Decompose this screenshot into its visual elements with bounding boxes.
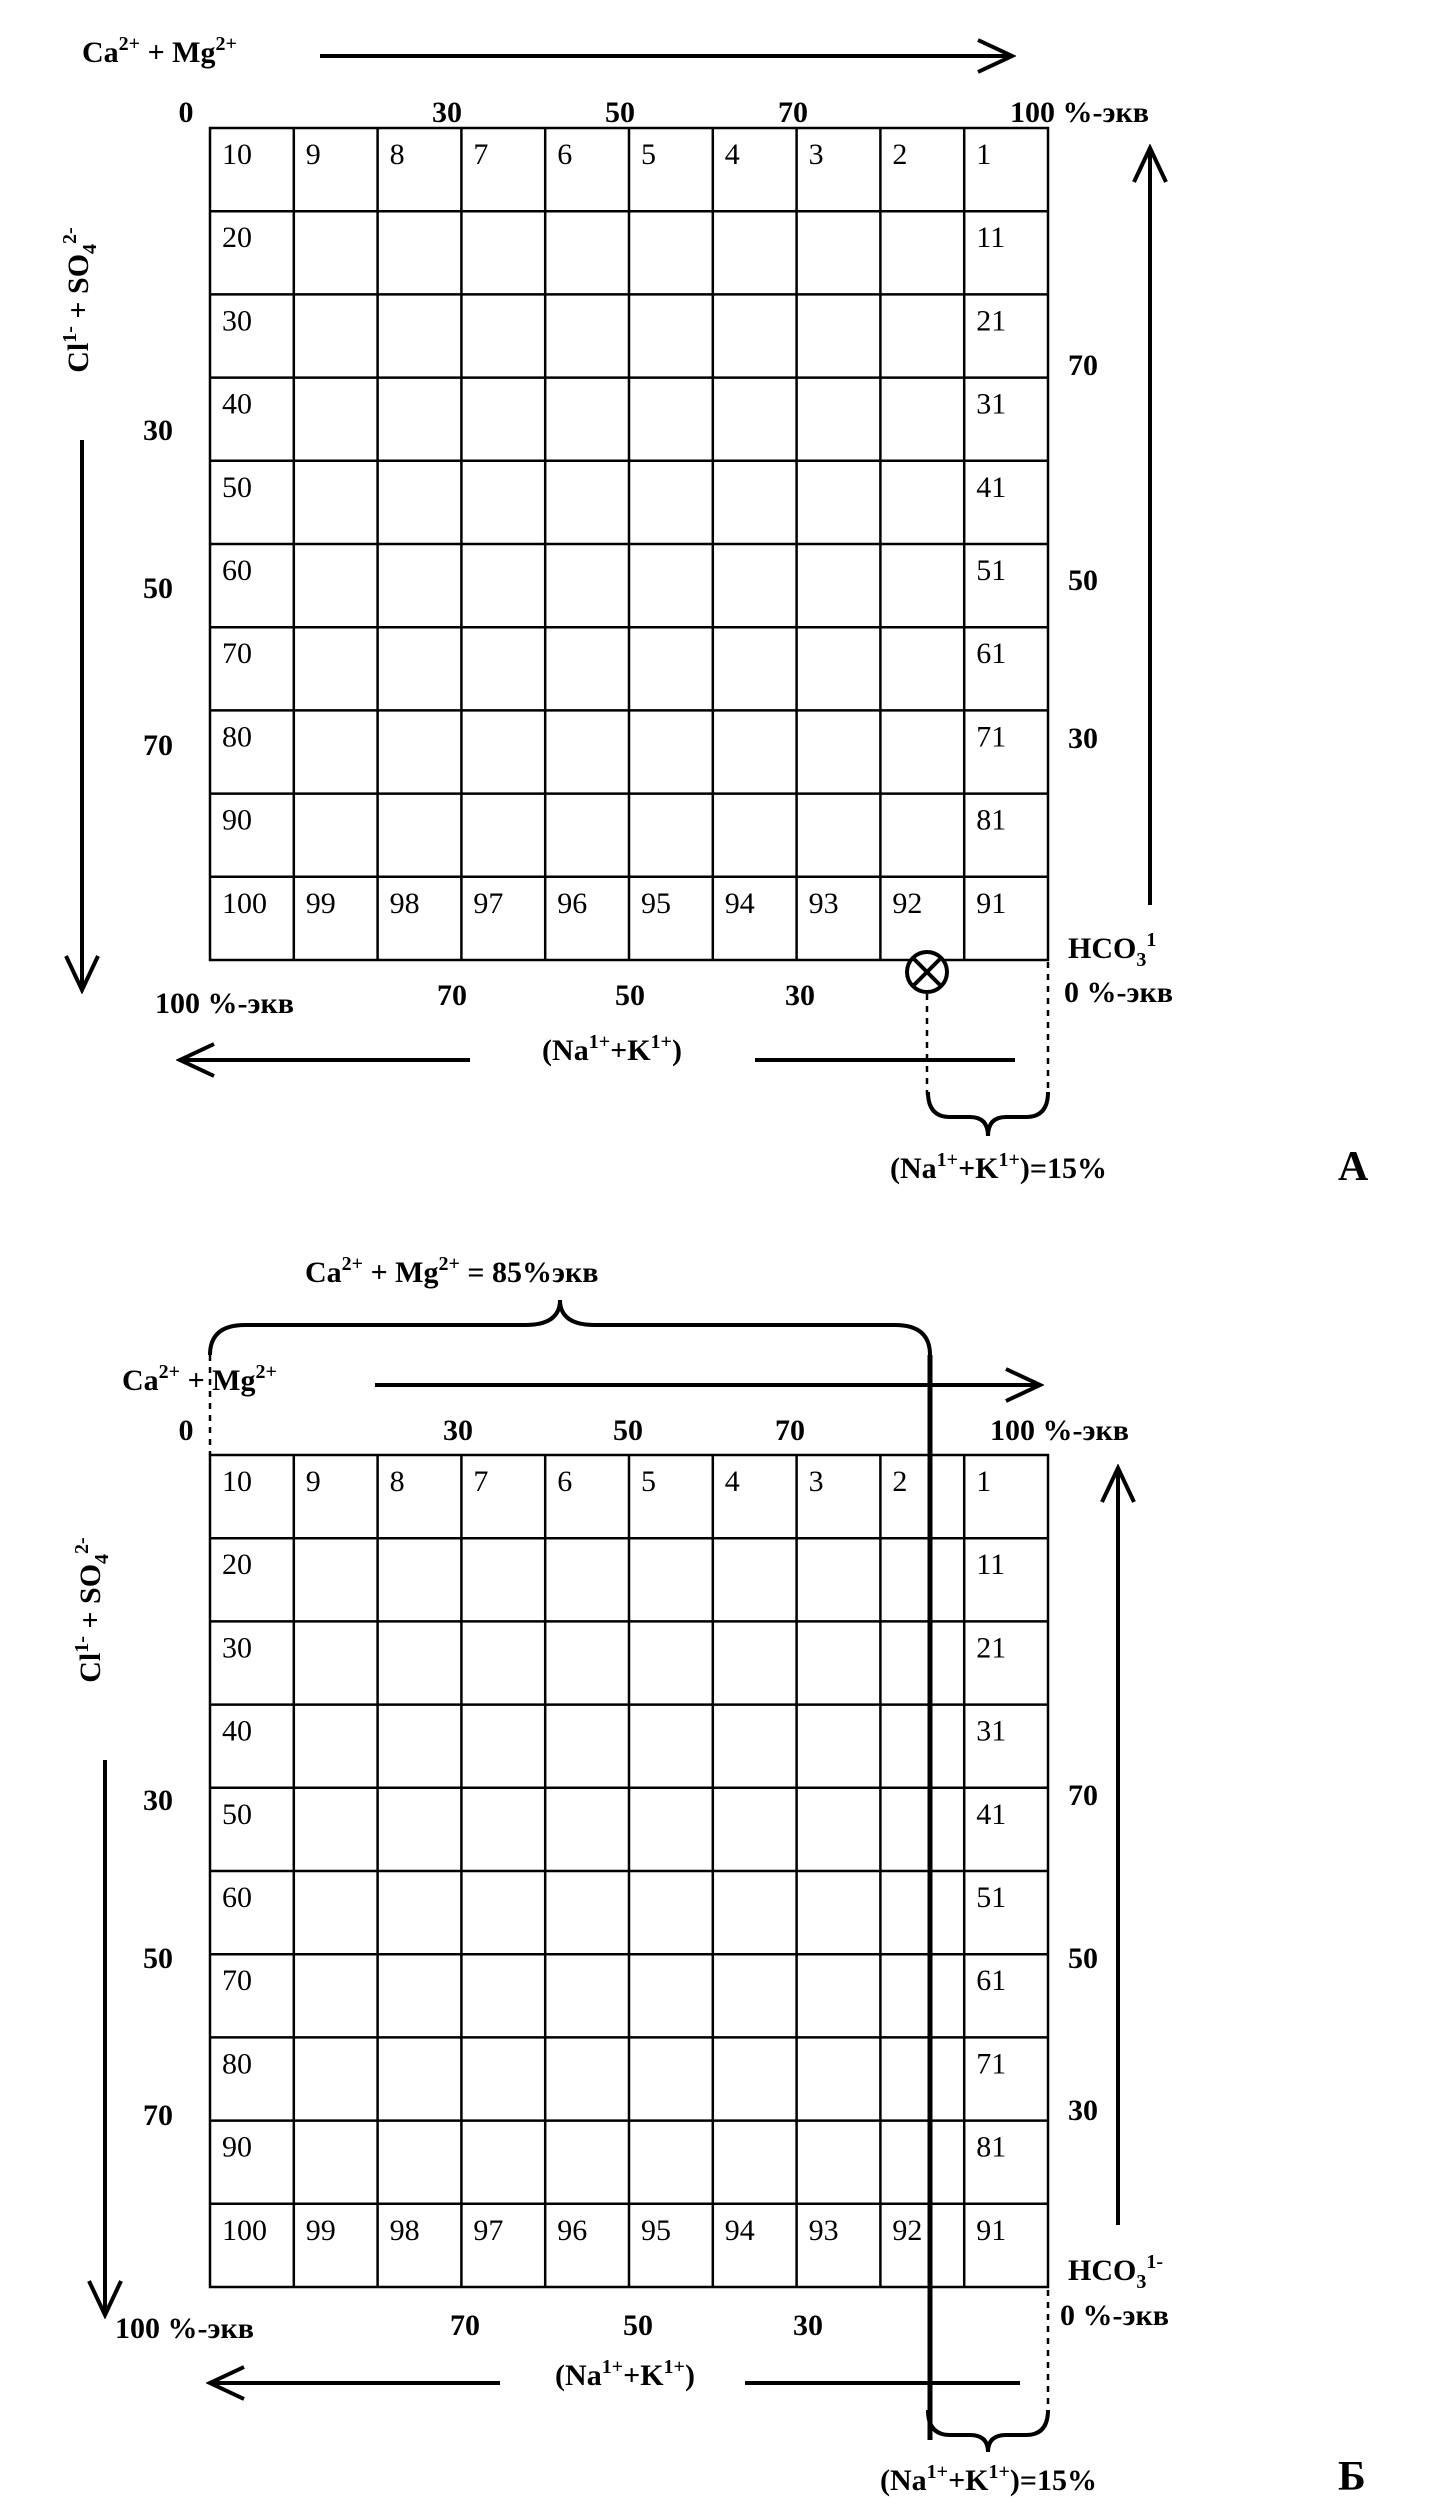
grid-cell: 30 <box>222 1631 252 1665</box>
bottom-tick-b-100: 100 %-экв <box>115 2312 254 2345</box>
grid-cell: 60 <box>222 1881 252 1914</box>
top-tick-a-50: 50 <box>605 96 635 129</box>
right-tick-b-30: 30 <box>1068 2094 1098 2127</box>
bottom-axis-label-a: $(Na^{1+}+K^{1+})$ <box>542 1031 682 1067</box>
grid-cell: 100 <box>222 2213 267 2247</box>
right-tick-a-70: 70 <box>1068 349 1098 382</box>
grid-cell: 7 <box>473 138 489 171</box>
grid-cell: 41 <box>976 1797 1007 1831</box>
grid-cell: 99 <box>305 886 336 920</box>
grid-cell: 3 <box>808 1465 824 1498</box>
grid-cell: 2 <box>892 138 908 171</box>
grid-cell: 81 <box>976 2130 1007 2164</box>
grid-cell: 50 <box>222 470 252 504</box>
grid-cell: 50 <box>222 1797 252 1831</box>
grid-cell: 20 <box>222 221 252 255</box>
grid-cell: 97 <box>473 886 504 920</box>
grid-cell: 97 <box>473 2213 504 2247</box>
bottom-tick-a-100: 100 %-экв <box>155 987 294 1020</box>
grid-cell: 40 <box>222 387 252 421</box>
grid-cell: 7 <box>473 1465 489 1498</box>
grid-cell: 95 <box>641 886 671 920</box>
bottom-tick-a-30: 30 <box>785 979 815 1012</box>
panel-a <box>59 33 1369 1190</box>
top-tick-a-100: 100 %-экв <box>1010 96 1149 129</box>
top-axis-label-b: $Ca^{2+} + Mg^{2+}$ <box>122 1361 277 1397</box>
right-tick-b-50: 50 <box>1068 1942 1098 1975</box>
grid-cell: 91 <box>976 886 1007 920</box>
grid-cell: 4 <box>724 1465 740 1498</box>
grid-cell: 91 <box>976 2213 1007 2247</box>
grid-cell: 93 <box>808 886 839 920</box>
right-axis-label-a: $HCO_3^1$ <box>1068 929 1157 971</box>
grid-cell: 70 <box>222 1964 252 1998</box>
left-tick-b-30: 30 <box>143 1784 173 1817</box>
right-zero-label-b: 0 %-экв <box>1060 2299 1169 2332</box>
bottom-tick-a-50: 50 <box>615 979 645 1012</box>
grid-cell: 2 <box>892 1465 908 1498</box>
grid-cell: 51 <box>976 1881 1007 1914</box>
bottom-tick-b-50: 50 <box>623 2309 653 2342</box>
top-tick-b-0: 0 <box>178 1414 194 1447</box>
grid-cell: 31 <box>976 1714 1007 1748</box>
grid-cell: 20 <box>222 1548 252 1582</box>
grid-cell: 80 <box>222 2047 252 2081</box>
grid-cell: 3 <box>808 138 824 171</box>
grid-cell: 61 <box>976 637 1007 671</box>
grid-cell: 98 <box>389 886 420 920</box>
right-tick-a-30: 30 <box>1068 722 1098 755</box>
grid-cell: 8 <box>389 1465 405 1498</box>
right-tick-b-70: 70 <box>1068 1779 1098 1812</box>
top-tick-b-30: 30 <box>443 1414 473 1447</box>
grid-a <box>210 128 1048 960</box>
grid-cell: 4 <box>724 138 740 171</box>
left-tick-b-70: 70 <box>143 2099 173 2132</box>
grid-cell: 96 <box>557 2213 588 2247</box>
left-tick-a-30: 30 <box>143 414 173 447</box>
right-zero-label-a: 0 %-экв <box>1064 976 1173 1009</box>
top-tick-b-70: 70 <box>775 1414 805 1447</box>
grid-cell: 21 <box>976 304 1007 338</box>
left-tick-a-70: 70 <box>143 729 173 762</box>
grid-a-cell-labels <box>222 138 1006 920</box>
annotation-a: $(Na^{1+}+K^{1+})=15\%$ <box>890 1149 1107 1185</box>
grid-cell: 92 <box>892 2213 923 2247</box>
top-tick-a-30: 30 <box>432 96 462 129</box>
grid-cell: 96 <box>557 886 588 920</box>
grid-cell: 1 <box>976 138 992 171</box>
grid-cell: 41 <box>976 470 1007 504</box>
top-axis-label-a: $Ca^{2+} + Mg^{2+}$ <box>82 33 237 69</box>
brace-85-b <box>210 1300 930 1355</box>
grid-cell: 95 <box>641 2213 671 2247</box>
grid-b-cell-labels <box>222 1465 1006 2247</box>
grid-cell: 60 <box>222 554 252 587</box>
grid-cell: 90 <box>222 803 252 837</box>
grid-cell: 5 <box>641 1465 656 1498</box>
grid-cell: 11 <box>976 221 1006 255</box>
grid-cell: 5 <box>641 138 656 171</box>
grid-cell: 8 <box>389 138 405 171</box>
grid-cell: 70 <box>222 637 252 671</box>
grid-cell: 9 <box>305 1465 321 1498</box>
grid-cell: 81 <box>976 803 1007 837</box>
top-tick-b-50: 50 <box>613 1414 643 1447</box>
grid-cell: 93 <box>808 2213 839 2247</box>
grid-cell: 6 <box>557 138 573 171</box>
grid-cell: 71 <box>976 2047 1007 2081</box>
grid-cell: 94 <box>724 2213 755 2247</box>
bottom-tick-b-30: 30 <box>793 2309 823 2342</box>
panel-b <box>71 1253 1366 2500</box>
grid-b <box>210 1455 1048 2287</box>
top-tick-a-70: 70 <box>778 96 808 129</box>
grid-cell: 92 <box>892 886 923 920</box>
left-tick-b-50: 50 <box>143 1942 173 1975</box>
grid-cell: 100 <box>222 886 267 920</box>
grid-cell: 31 <box>976 387 1007 421</box>
left-axis-label-b: $Cl^{1-} + SO_4^{2-}$ <box>71 1537 113 1683</box>
panel-label-a: А <box>1338 1144 1369 1190</box>
annotation-b: $(Na^{1+}+K^{1+})=15\%$ <box>880 2461 1097 2497</box>
grid-cell: 90 <box>222 2130 252 2164</box>
grid-cell: 40 <box>222 1714 252 1748</box>
grid-cell: 99 <box>305 2213 336 2247</box>
grid-cell: 1 <box>976 1465 992 1498</box>
grid-cell: 10 <box>222 138 252 171</box>
grid-cell: 9 <box>305 138 321 171</box>
grid-cell: 71 <box>976 720 1007 754</box>
grid-cell: 6 <box>557 1465 573 1498</box>
brace-15-b <box>928 2410 1048 2452</box>
grid-cell: 61 <box>976 1964 1007 1998</box>
grid-cell: 21 <box>976 1631 1007 1665</box>
sample-point-marker-a <box>907 952 947 992</box>
grid-cell: 30 <box>222 304 252 338</box>
bottom-tick-b-70: 70 <box>450 2309 480 2342</box>
left-axis-label-a: $Cl^{1-} + SO_4^{2-}$ <box>59 227 101 373</box>
grid-cell: 10 <box>222 1465 252 1498</box>
top-tick-a-0: 0 <box>178 96 194 129</box>
grid-cell: 11 <box>976 1548 1006 1582</box>
brace-label-b: $Ca^{2+} + Mg^{2+} = 85\%экв$ <box>305 1253 599 1289</box>
grid-cell: 51 <box>976 554 1007 587</box>
panel-label-b: Б <box>1338 2454 1366 2500</box>
grid-cell: 98 <box>389 2213 420 2247</box>
top-tick-b-100: 100 %-экв <box>990 1414 1129 1447</box>
grid-cell: 80 <box>222 720 252 754</box>
right-axis-label-b: $HCO_3^{1-}$ <box>1068 2251 1164 2293</box>
right-tick-a-50: 50 <box>1068 564 1098 597</box>
brace-15-a <box>928 1092 1048 1136</box>
bottom-tick-a-70: 70 <box>437 979 467 1012</box>
grid-cell: 94 <box>724 886 755 920</box>
bottom-axis-label-b: $(Na^{1+}+K^{1+})$ <box>555 2356 695 2392</box>
left-tick-a-50: 50 <box>143 572 173 605</box>
